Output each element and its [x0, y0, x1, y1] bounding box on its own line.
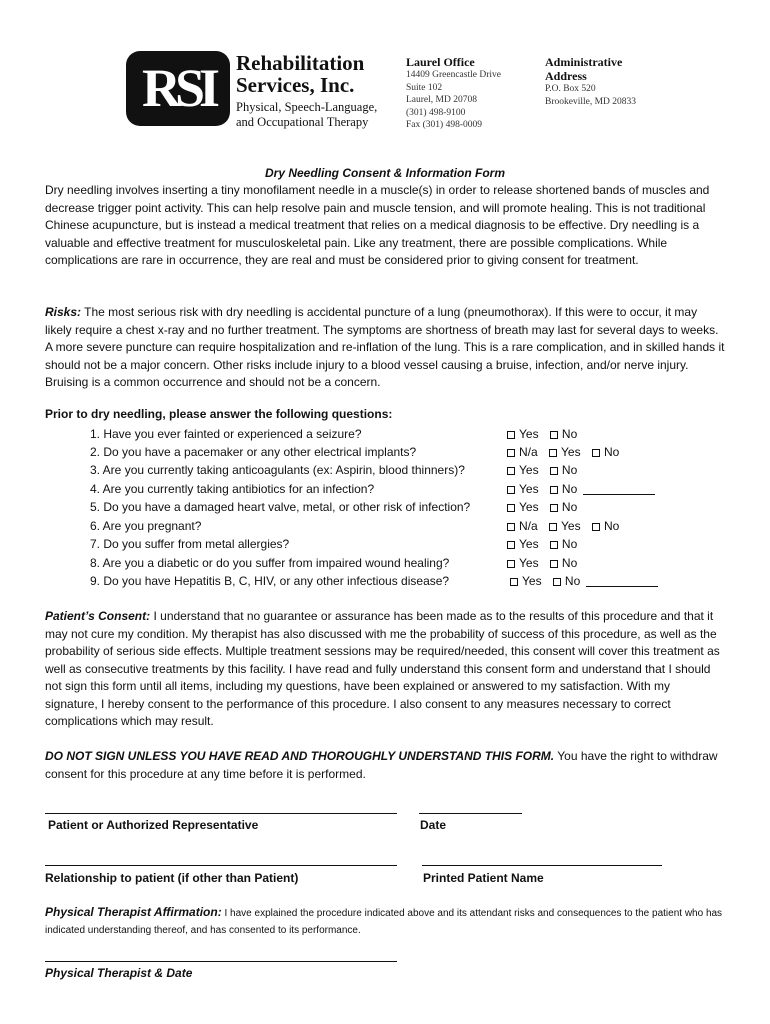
affirmation-paragraph [45, 904, 735, 939]
question-options [510, 572, 658, 590]
company-tagline-line1: Physical, Speech-Language, [236, 100, 378, 114]
question-row [90, 498, 690, 516]
question-row [90, 517, 690, 535]
checkbox[interactable] [507, 541, 515, 549]
patient-signature-label: Patient or Authorized Representative [48, 818, 259, 832]
consent-label: Patient’s Consent: [45, 609, 151, 623]
option-yes[interactable]: Yes [507, 482, 539, 496]
form-title: Dry Needling Consent & Information Form [264, 166, 505, 180]
option-no[interactable]: No [592, 519, 619, 533]
admin-heading-line2: Address [545, 69, 587, 83]
checkbox[interactable] [550, 541, 558, 549]
option-yes[interactable]: Yes [507, 463, 539, 477]
option-no[interactable]: No [550, 482, 577, 496]
question-text: 8. Are you a diabetic or do you suffer from impaired wound healing? [90, 556, 450, 570]
question-options [507, 498, 585, 516]
question-text: 2. Do you have a pacemaker or any other electrical implants? [90, 445, 417, 459]
question-row [90, 461, 690, 479]
relationship-signature-line[interactable] [45, 864, 397, 866]
option-yes[interactable]: Yes [507, 427, 539, 441]
question-text: 1. Have you ever fainted or experienced a seizure? [90, 427, 362, 441]
printed-name-label: Printed Patient Name [423, 871, 544, 885]
option-yes[interactable]: Yes [507, 556, 539, 570]
question-row [90, 572, 690, 590]
laurel-office-line: Fax (301) 498-0009 [406, 120, 482, 130]
relationship-label: Relationship to patient (if other than Patient) [45, 871, 299, 885]
warning-paragraph [45, 748, 725, 783]
question-row [90, 554, 690, 572]
consent-paragraph [45, 608, 725, 731]
question-text: 9. Do you have Hepatitis B, C, HIV, or any other infectious disease? [90, 574, 450, 588]
question-options [507, 517, 627, 535]
question-row [90, 425, 690, 443]
question-options [507, 461, 585, 479]
option-na[interactable]: N/a [507, 519, 538, 533]
administrative-address [545, 55, 636, 108]
checkbox[interactable] [550, 504, 558, 512]
checkbox[interactable] [507, 504, 515, 512]
laurel-office-line: 14409 Greencastle Drive [406, 70, 501, 80]
question-options [507, 425, 585, 443]
laurel-office-line: Suite 102 [406, 82, 443, 93]
checkbox[interactable] [507, 431, 515, 439]
option-no[interactable]: No [550, 537, 577, 551]
option-yes[interactable]: Yes [510, 574, 542, 588]
risks-label: Risks: [45, 305, 82, 319]
admin-heading-line1: Administrative [545, 55, 623, 69]
laurel-office-address [406, 55, 501, 132]
therapist-signature-line[interactable] [45, 960, 397, 962]
question-options [507, 480, 655, 498]
checkbox[interactable] [507, 486, 515, 494]
logo-text: RSI [141, 58, 215, 118]
question-options [507, 535, 585, 553]
option-no[interactable]: No [550, 556, 577, 570]
risks-text: The most serious risk with dry needling is accidental puncture of a lung (pneumothorax). If this were to occur, it may likely require a chest x-ray and no further treatment. The symptoms are shortness of breath may last for several days to weeks. A more severe puncture can require hospitalization and re-inflation of the lung. This is a rare complication, and in skilled hands it should not be a major concern. Other risks include injury to a blood vessel causing a bruise, infection, and/or nerve injury. Bruising is a common occurrence and should not be a concern. [45, 305, 725, 389]
question-text: 3. Are you currently taking anticoagulants (ex: Aspirin, blood thinners)? [90, 463, 465, 477]
company-tagline-line2: and Occupational Therapy [236, 115, 369, 129]
rsi-logo [126, 51, 230, 126]
question-options [507, 554, 585, 572]
option-no[interactable]: No [550, 427, 577, 441]
company-name-line1: Rehabilitation [236, 51, 365, 75]
question-row [90, 535, 690, 553]
consent-text: I understand that no guarantee or assurance has been made as to the results of this procedure and that it may not cure my condition. My therapist has also discussed with me the probability of success of this procedure, as well as the probability of serious side effects. Multiple treatment sessions may be required/needed, this consent will cover this treatment as well as consecutive treatments by this facility. I have read and fully understand this consent form and understand that I should not sign this form until all items, including my questions, have been explained or answered to my satisfaction. With my signature, I hereby consent to the performance of this procedure. I also consent to any measures necessary to correct complications which may result. [45, 609, 720, 728]
question-text: 5. Do you have a damaged heart valve, metal, or other risk of infection? [90, 500, 471, 514]
checkbox[interactable] [549, 449, 557, 457]
laurel-office-line: Laurel, MD 20708 [406, 95, 477, 105]
admin-address-line: P.O. Box 520 [545, 84, 596, 94]
option-yes[interactable]: Yes [549, 519, 581, 533]
checkbox[interactable] [507, 523, 515, 531]
option-no[interactable]: No [550, 500, 577, 514]
option-no[interactable]: No [592, 445, 619, 459]
answer-blank-line[interactable] [583, 482, 655, 495]
option-yes[interactable]: Yes [507, 537, 539, 551]
option-no[interactable]: No [553, 574, 580, 588]
option-no[interactable]: No [550, 463, 577, 477]
checkbox[interactable] [592, 449, 600, 457]
checkbox[interactable] [507, 560, 515, 568]
question-text: 4. Are you currently taking antibiotics for an infection? [90, 482, 375, 496]
checkbox[interactable] [550, 431, 558, 439]
question-row [90, 443, 690, 461]
answer-blank-line[interactable] [586, 574, 658, 587]
affirmation-text: I have explained the procedure indicated above and its attendant risks and consequences to the patient who has indicated understanding thereof, and has consented to its performance. [45, 908, 723, 936]
laurel-office-line: (301) 498-9100 [406, 107, 466, 118]
checkbox[interactable] [510, 578, 518, 586]
question-text: 7. Do you suffer from metal allergies? [90, 537, 290, 551]
warning-text: You have the right to withdraw consent for this procedure at any time before it is performed. [45, 749, 718, 781]
admin-address-line: Brookeville, MD 20833 [545, 96, 637, 107]
checkbox[interactable] [550, 486, 558, 494]
therapist-date-label: Physical Therapist & Date [45, 966, 193, 980]
checkbox[interactable] [550, 467, 558, 475]
option-yes[interactable]: Yes [507, 500, 539, 514]
affirmation-label: Physical Therapist Affirmation: [45, 905, 222, 919]
checkbox[interactable] [507, 449, 515, 457]
patient-signature-line[interactable] [45, 812, 397, 814]
intro-paragraph: Dry needling involves inserting a tiny monofilament needle in a muscle(s) in order to release shortened bands of muscles and decrease trigger point activity. This can help resolve pain and muscle tension, and will promote healing. This is not traditional Chinese acupuncture, but is instead a medical treatment that relies on a medical diagnosis to be effective. Dry needling is a valuable and effective treatment for musculoskeletal pain. Like any treatment, there are possible complications. While complications are rare in occurrence, they are real and must be considered prior to giving consent for treatment. [45, 183, 710, 267]
checkbox[interactable] [592, 523, 600, 531]
question-text: 6. Are you pregnant? [90, 519, 202, 533]
option-na[interactable]: N/a [507, 445, 538, 459]
company-block [236, 52, 377, 130]
option-yes[interactable]: Yes [549, 445, 581, 459]
checkbox[interactable] [550, 560, 558, 568]
warning-label: DO NOT SIGN UNLESS YOU HAVE READ AND THOROUGHLY UNDERSTAND THIS FORM. [45, 749, 555, 763]
checkbox[interactable] [549, 523, 557, 531]
checkbox[interactable] [553, 578, 561, 586]
question-row [90, 480, 690, 498]
question-options [507, 443, 627, 461]
checkbox[interactable] [507, 467, 515, 475]
laurel-office-heading: Laurel Office [406, 55, 475, 69]
date-signature-line[interactable] [419, 812, 522, 814]
risks-paragraph [45, 304, 725, 392]
date-label: Date [420, 818, 447, 832]
printed-name-line[interactable] [422, 864, 662, 866]
company-name-line2: Services, Inc. [236, 73, 355, 97]
questions-heading: Prior to dry needling, please answer the following questions: [45, 407, 393, 421]
